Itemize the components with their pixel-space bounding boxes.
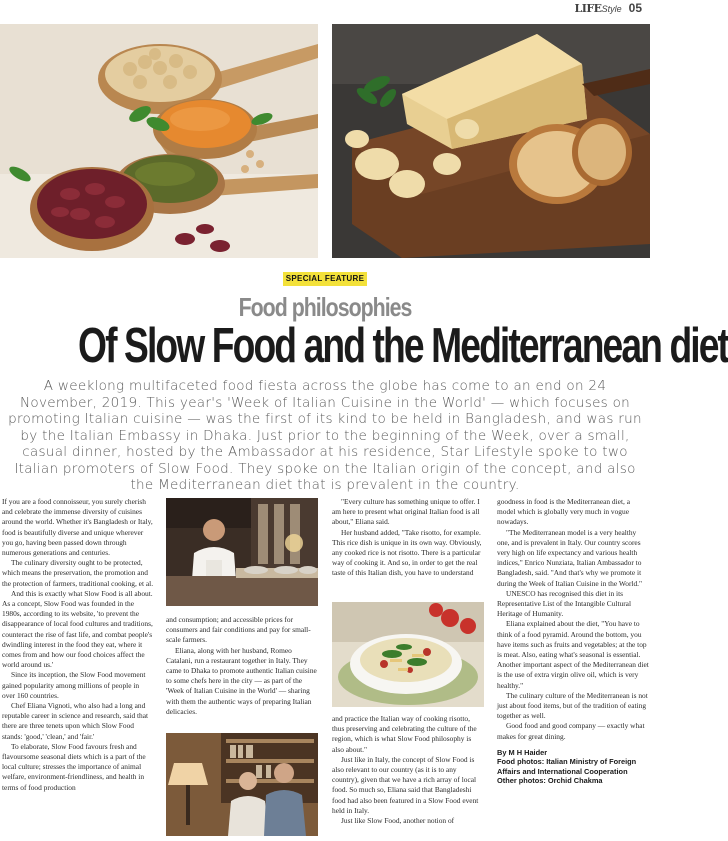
paragraph: Since its inception, the Slow Food movement gained popularity among millions of people in over 160 countries. [2,670,146,700]
magazine-masthead [574,1,642,15]
paragraph: If you are a food connoisseur, you surely cherish and celebrate the immense diversity of cuisines around the world. Whether it's Bangladesh or Italy, food is beautifully diverse and unique wherever you go, having been passed down through numerous generations and centuries. [2,497,153,558]
chef-photo [166,498,318,606]
legumes-photo [0,24,318,258]
paragraph: "Every culture has something unique to offer. I am here to present what original Italian food is all about," Eliana said. [332,497,480,527]
paragraph: and practice the Italian way of cooking risotto, thus preserving and celebrating the culture of the region, which is what Slow Food philosophy is also about." [332,714,477,754]
magazine-logo-suffix: Style [601,4,622,14]
paragraph: To elaborate, Slow Food favours fresh and flavoursome seasonal diets which is a part of the local culture; stresses the importance of animal welfare, environment-friendliness, and health in terms of food production [2,741,146,792]
other-photo-credit: Other photos: Orchid Chakma [497,776,603,786]
section-kicker: SPECIAL FEATURE [283,272,367,286]
paragraph: Good food and good company — exactly what makes for great dining. [497,721,645,741]
article-intro: A weeklong multifaceted food fiesta across the globe has come to an end on 24 November, 2019. This year's 'Week of Italian Cuisine in the World' — which focuses on promoting Italian cuisine — was the first of its kind to be held in Bangladesh, and was run by the Italian Embassy in Dhaka. Just prior to the beginning of the Week, over a small, casual dinner, hosted by the Ambassador at his residence, Star Lifestyle spoke to two Italian promoters of Slow Food. They spoke on the Italian origin of the concept, and also the Mediterranean diet that is prevalent in the country. [8,378,642,493]
pasta-photo [332,602,484,707]
paragraph: The culinary culture of the Mediterranean is not just about food items, but of the tradition of eating together as well. [497,690,648,721]
paragraph: Her husband added, "Take risotto, for example. This rice dish is unique in its own way. Obviously, any cooked rice is not risotto. There is a particular way of cooking it. And so, in order to get the real taste of this Italian dish, you have to understand [332,527,482,578]
paragraph: Chef Eliana Vignoti, who also had a long and reputable career in science and research, said that there are three tenets upon which Slow Food stands: 'good,' 'clean,' and 'fair.' [2,701,149,741]
article-column-3-bottom [332,714,484,826]
article-credits [497,748,649,786]
paragraph: goodness in food is the Mediterranean diet, a model which is globally very much in vogue nowadays. [497,497,630,527]
article-headline: Of Slow Food and the Mediterranean diet [78,319,728,373]
paragraph: Eliana, along with her husband, Romeo Catalani, run a restaurant together in Italy. They came to Dhaka to promote authentic Italian cuisine to some chefs here in the city — as part of the 'Week of Italian Cuisine in the World' — sharing with them the authentic ways of preparing Italian delicacies. [166,645,317,716]
paragraph: and consumption; and accessible prices for consumers and fair conditions and pay for small-scale farmers. [166,615,311,645]
article-column-4 [497,497,649,786]
paragraph: UNESCO has recognised this diet in its Representative List of the Intangible Cultural Heritage of Humanity. [497,588,632,619]
paragraph: Eliana explained about the diet, "You have to think of a food pyramid. Around the bottom, you have items such as fruits and vegetables; at the top is meat. Also, eating what's seasonal is essential. Another important aspect of the Mediterranean diet is the use of extra virgin olive oil, which is very healthy." [497,619,649,690]
article-column-2 [166,615,318,717]
paragraph: The culinary diversity ought to be protected, which means the preservation, the promotion and the protection of farmers, traditional cooking, et al. [2,558,154,588]
page-number: 05 [628,1,642,15]
cheese-photo [332,24,650,258]
article-column-3-top [332,497,484,579]
paragraph: "The Mediterranean model is a very healthy one, and is prevalent in Italy. Our country scores very high on life expectancy and various health indices," Enrico Nunziata, Italian Ambassador to Bangladesh, said. "And that's why we promote it during the Week of Italian Cuisine in the World." [497,527,643,588]
section-title: Food philosophies [238,292,412,322]
magazine-logo: LIFE [574,2,602,15]
article-column-1 [2,497,154,793]
paragraph: And this is exactly what Slow Food is all about. As a concept, Slow Food was founded in the 1980s, according to its website, 'to prevent the disappearance of local food cultures and traditions, counteract the rise of fast life, and combat people's dwindling interest in the food they eat, where it comes from and how our food choices affect the world around us.' [2,588,153,670]
byline: By M H Haider [497,747,548,757]
couple-photo [166,733,318,836]
paragraph: Just like in Italy, the concept of Slow Food is also relevant to our country (as it is to any country), given that we have a rich array of local food. So much so, Eliana said that Bangladeshi food had also been featured in a Slow Food event held in Italy. [332,754,479,815]
paragraph: Just like Slow Food, another notion of [341,816,455,826]
food-photo-credit: Food photos: Italian Ministry of Foreign Affairs and International Cooperation [497,757,637,776]
